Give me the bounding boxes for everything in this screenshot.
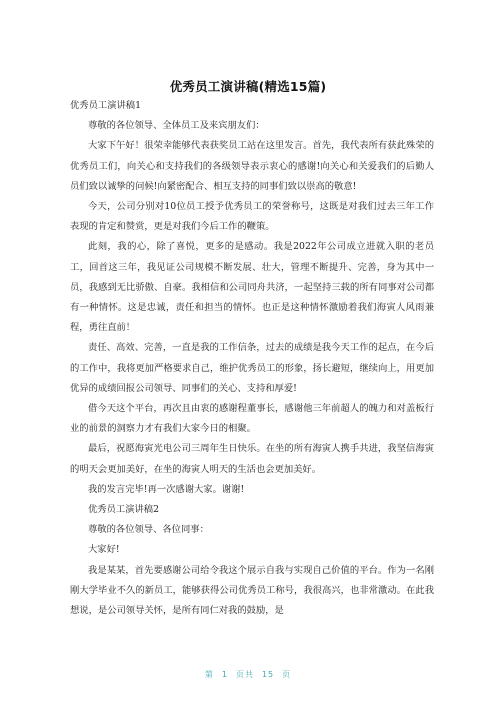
section-heading: 优秀员工演讲稿1 (70, 100, 141, 111)
paragraph: 责任、高效、完善，一直是我的工作信条，过去的成绩是我今天工作的起点，在今后的工作中，我将更加严格要求自己，维护优秀员工的形象，扬长避短，继续向上，用更加优异的成绩回报公司领导、同事们的关心、支持和厚爱! (70, 342, 434, 394)
document-body (70, 96, 434, 621)
paragraph: 大家下午好！很荣幸能够代表获奖员工站在这里发言。首先，我代表所有获此殊荣的优秀员工们，向关心和支持我们的各级领导表示衷心的感谢!向关心和关爱我们的后勤人员们致以诚挚的问候!向紧密配合、相互支持的同事们致以崇高的敬意! (70, 140, 434, 192)
paragraph: 尊敬的各位领导、全体员工及来宾朋友们： (88, 120, 265, 132)
paragraph: 我的发言完毕!再一次感谢大家。谢谢! (88, 483, 245, 495)
section-heading: 优秀员工演讲稿2 (88, 504, 159, 516)
footer-label-total: 页共 (235, 670, 254, 679)
paragraph: 大家好! (88, 544, 120, 556)
paragraph: 借今天这个平台，再次且由衷的感谢程董事长，感谢他三年前超人的魄力和对盖板行业的前景的洞察力才有我们大家今日的相聚。 (70, 403, 434, 435)
page-footer (0, 669, 496, 680)
paragraph: 我是某某，首先要感谢公司给令我这个展示自我与实现自己价值的平台。作为一名刚刚大学毕业不久的新员工，能够获得公司优秀员工称号，我很高兴，也非常激动。在此我想说，是公司领导关怀，是所有同仁对我的鼓励，是 (70, 564, 434, 617)
footer-label-first: 第 (204, 670, 214, 679)
document-title: 优秀员工演讲稿(精选15篇) (169, 79, 327, 94)
paragraph: 此刻，我的心，除了喜悦，更多的是感动。我是2022年公司成立进就入职的老员工，回首这三年，我见证公司规模不断发展、壮大，管理不断提升、完善，身为其中一员，我感到无比骄傲、自豪。我相信和公司同舟共济，一起坚持三载的所有同事对公司都有一种情怀。这是忠诚，责任和担当的情怀。也正是这种情怀激励着我们海寅人风雨兼程，勇往直前！ (70, 241, 434, 334)
total-pages: 15 (261, 670, 275, 679)
paragraph: 尊敬的各位领导、各位同事： (88, 524, 209, 536)
page-number: 1 (221, 670, 228, 679)
paragraph: 今天，公司分别对10位员工授予优秀员工的荣誉称号，这既是对我们过去三年工作表现的肯定和赞赏，更是对我们今后工作的鞭策。 (70, 201, 434, 233)
footer-label-last: 页 (282, 670, 292, 679)
paragraph: 最后，祝愿海寅光电公司三周年生日快乐。在坐的所有海寅人携手共进，我坚信海寅的明天会更加美好，在坐的海寅人明天的生活也会更加美好。 (70, 443, 434, 475)
